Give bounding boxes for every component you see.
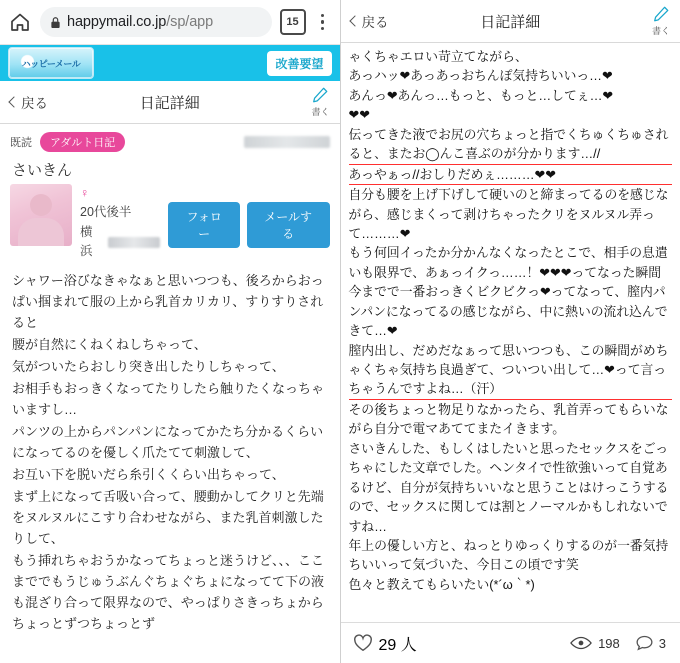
paragraph: 色々と教えてもらいたい(*´ω｀*) [348, 576, 535, 592]
mail-button[interactable]: メールする [247, 202, 330, 248]
profile-block [10, 184, 330, 262]
age-label: 20代後半 [80, 205, 132, 220]
paragraph: パンツの上からパンパンになってかたち分かるくらいになってるのを優しく爪たてて刺激して、 [12, 423, 324, 460]
tab-count-button[interactable]: 15 [280, 9, 306, 35]
paragraph: まず上になって舌吸い合って、腰動かしてクリと先端をヌルヌルにこすり合わせながら、また乳首刺激したりして、 [12, 488, 324, 547]
view-count: 198 [598, 635, 620, 651]
heart-icon[interactable] [353, 634, 373, 652]
paragraph: 腰が自然にくねくねしちゃって、 [12, 336, 207, 352]
paragraph: お互い下を脱いだら糸引くくらい出ちゃって、 [12, 466, 285, 482]
right-diary-text [341, 43, 680, 615]
paragraph: あんっ❤あんっ…もっと、もっと…してぇ…❤ [348, 87, 614, 103]
like-count: 29 人 [378, 636, 417, 654]
paragraph: シャワー浴びなきゃなぁと思いつつも、後ろからおっぱい掴まれて服の上から乳首カリカリ、すりすりされると [12, 272, 324, 330]
back-button-left[interactable] [10, 92, 48, 112]
back-button-right[interactable] [351, 11, 389, 31]
page-title-right: 日記詳細 [480, 13, 541, 31]
profile-info [80, 184, 160, 262]
paragraph: お相手もおっきくなってたりしたら触りたくなっちゃいますし… [12, 380, 325, 417]
view-group [570, 636, 620, 651]
back-label: 戻る [21, 96, 48, 111]
gender-symbol: ♀ [80, 186, 90, 200]
paragraph-underlined: あっやぁっ//おしりだめぇ………❤❤ [349, 165, 673, 185]
like-group[interactable] [341, 632, 571, 655]
write-label: 書く [651, 26, 670, 36]
site-header [0, 45, 340, 81]
browser-toolbar [0, 0, 340, 45]
right-footer [341, 622, 680, 663]
left-body [0, 124, 340, 641]
home-icon[interactable] [8, 10, 32, 34]
site-logo[interactable]: ハッピーメール [8, 47, 94, 79]
paragraph: あっハッ❤あっあっおちんぽ気持ちいいっ…❤ [348, 68, 613, 84]
area-label: 横浜 [80, 224, 93, 259]
write-button-left[interactable] [311, 86, 329, 118]
improve-request-button[interactable]: 改善要望 [267, 51, 331, 76]
page-title-left: 日記詳細 [139, 94, 200, 112]
right-pane-app [341, 0, 680, 663]
paragraph: 気がついたらおしり突き出したりしちゃって、 [12, 358, 285, 374]
right-title-bar [341, 0, 680, 43]
blurred-text-placeholder [244, 136, 330, 148]
chevron-left-icon [8, 96, 19, 107]
write-button-right[interactable] [652, 5, 670, 37]
address-bar[interactable] [40, 7, 272, 37]
tag-row [10, 132, 330, 152]
eye-icon [570, 636, 592, 650]
paragraph: ゃくちゃエロい苛立てながら、 [348, 49, 528, 64]
left-diary-text [10, 270, 330, 642]
write-label: 書く [311, 107, 330, 117]
author-nickname: さいきん [12, 162, 73, 179]
read-status-label: 既読 [10, 137, 32, 149]
pencil-icon [652, 5, 670, 23]
pencil-icon [311, 86, 329, 104]
back-label: 戻る [361, 15, 389, 30]
stats-group [570, 635, 680, 651]
paragraph: もう挿れちゃおうかなってちょっと迷うけど、、、ここまででもうじゅうぶんぐちょぐちょになってて下の液も混ざり合って限界なので、やっぱりさきっちょからちょっとずつちょっとず [12, 553, 325, 632]
paragraph: ❤❤ [348, 107, 370, 123]
paragraph: その後ちょっと物足りなかったら、乳首弄ってもらいながら自分で電マあててまたイきます。 [348, 401, 669, 437]
paragraph-underlined: 膣内出し、だめだなぁって思いつつも、この瞬間がめちゃくちゃ気持ち良過ぎて、ついつい出して…❤って言っちゃうんですよね…（汗） [349, 341, 673, 400]
blurred-area-detail [108, 237, 161, 248]
category-badge: アダルト日記 [40, 132, 125, 152]
url-text: happymail.co.jp/sp/app [67, 14, 214, 30]
comment-bubble-icon[interactable] [636, 635, 653, 651]
paragraph: 年上の優しい方と、ねっとりゆっくりするのが一番気持ちいいって気づいた、今日この頃です笑 [348, 537, 669, 573]
avatar[interactable] [10, 184, 72, 246]
paragraph: さいきんした、もしくはしたいと思ったセックスをごっちゃにした文章でした。ヘンタイで性欲強いって自覚あるけど、自分が気持ちいいなと思うことはけっこうするので、セックスに関しては割とノーマルかもしれないですね… [348, 440, 669, 534]
paragraph: 自分も腰を上げ下げして硬いのと締まってるのを感じながら、感じまくって剥けちゃったクリをヌルヌル弄って………❤ [348, 187, 669, 241]
paragraph-underlined: 伝ってきた液でお尻の穴ちょっと指でくちゅくちゅされると、またお◯んこ喜ぶのが分かります…// [349, 125, 673, 165]
comment-group[interactable] [636, 635, 666, 651]
chevron-left-icon [349, 15, 360, 26]
comment-count: 3 [658, 635, 666, 651]
paragraph: もう何回イったか分かんなくなったとこで、相手の息遣いも限界で、あぁっイクっ……！❤❤❤ってなった瞬間今までで一番おっきくビクビクっ❤ってなって、膣内パンパンになってるの感じながら、中に熱いの流れ込んできて…❤ [348, 245, 668, 339]
left-title-bar [0, 81, 340, 124]
follow-button[interactable]: フォロー [168, 202, 239, 248]
kebab-menu-icon[interactable] [314, 14, 332, 31]
profile-actions [168, 202, 329, 248]
lock-icon [50, 16, 61, 29]
